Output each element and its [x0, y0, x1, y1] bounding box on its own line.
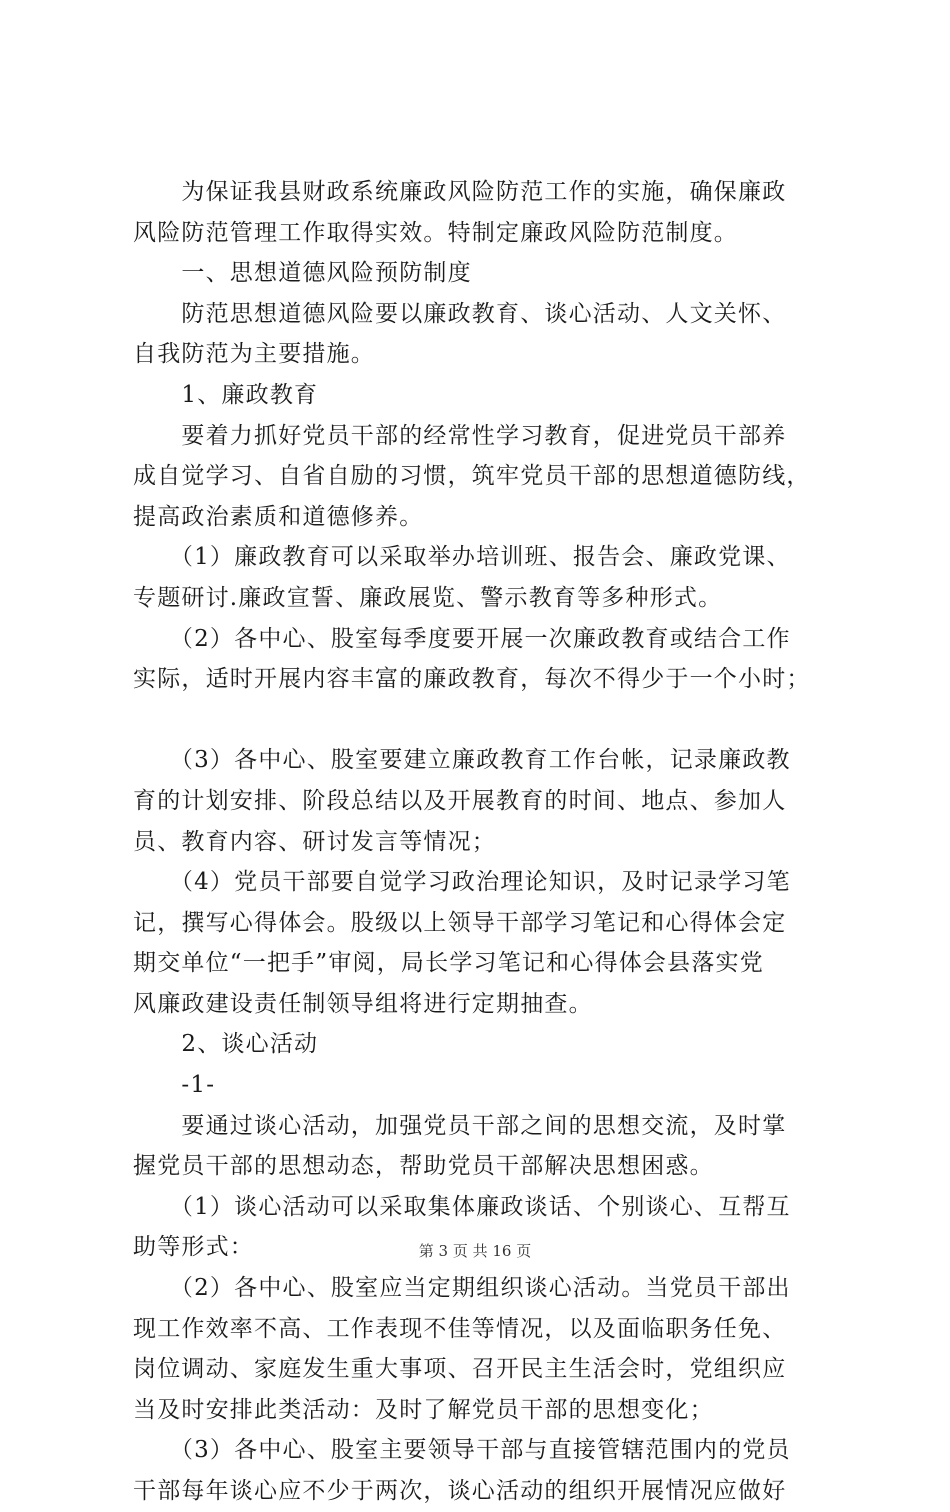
text-line: 自我防范为主要措施。 [133, 341, 375, 368]
text-line: 当及时安排此类活动：及时了解党员干部的思想变化； [133, 1396, 714, 1423]
text-line: 育的计划安排、阶段总结以及开展教育的时间、地点、参加人 [133, 787, 787, 814]
text-line: 要通过谈心活动，加强党员干部之间的思想交流，及时掌 [133, 1112, 787, 1139]
text-line: 提高政治素质和道德修养。 [133, 503, 424, 530]
text-line: （3）各中心、股室要建立廉政教育工作台帐，记录廉政教 [133, 747, 791, 774]
text-line: 助等形式： [133, 1234, 254, 1261]
text-line: 风廉政建设责任制领导组将进行定期抽查。 [133, 990, 593, 1017]
text-line: 防范思想道德风险要以廉政教育、谈心活动、人文关怀、 [133, 300, 787, 327]
text-line: （1）廉政教育可以采取举办培训班、报告会、廉政党课、 [133, 544, 791, 571]
text-line: 干部每年谈心应不少于两次，谈心活动的组织开展情况应做好 [133, 1478, 787, 1504]
text-line: （2）各中心、股室每季度要开展一次廉政教育或结合工作 [133, 625, 791, 652]
text-line: 风险防范管理工作取得实效。特制定廉政风险防范制度。 [133, 219, 738, 246]
section-heading: 一、思想道德风险预防制度 [133, 260, 472, 287]
text-line: （1）谈心活动可以采取集体廉政谈话、个别谈心、互帮互 [133, 1193, 791, 1220]
text-line: 现工作效率不高、工作表现不佳等情况，以及面临职务任免、 [133, 1315, 787, 1342]
document-body [133, 172, 833, 1512]
text-line: 员、教育内容、研讨发言等情况； [133, 828, 496, 855]
text-line: 实际，适时开展内容丰富的廉政教育，每次不得少于一个小时； [133, 666, 811, 693]
text-line: 要着力抓好党员干部的经常性学习教育，促进党员干部养 [133, 422, 787, 449]
text-line: 记，撰写心得体会。股级以上领导干部学习笔记和心得体会定 [133, 909, 787, 936]
text-line: （4）党员干部要自觉学习政治理论知识，及时记录学习笔 [133, 869, 791, 896]
blank-line [133, 700, 833, 741]
text-line: 期交单位“一把手”审阅，局长学习笔记和心得体会县落实党 [133, 950, 764, 977]
subsection-heading: 2、谈心活动 [133, 1031, 319, 1058]
subsection-heading: 1、廉政教育 [133, 381, 319, 408]
text-line: （2）各中心、股室应当定期组织谈心活动。当党员干部出 [133, 1275, 791, 1302]
page-number-footer: 第 3 页 共 16 页 [418, 1242, 532, 1260]
inline-page-marker: -1- [133, 1072, 216, 1099]
text-line: 专题研讨.廉政宣誓、廉政展览、警示教育等多种形式。 [133, 584, 723, 611]
text-line: 岗位调动、家庭发生重大事项、召开民主生活会时，党组织应 [133, 1356, 787, 1383]
text-line: （3）各中心、股室主要领导干部与直接管辖范围内的党员 [133, 1437, 791, 1464]
text-line: 成自觉学习、自省自励的习惯，筑牢党员干部的思想道德防线， [133, 463, 811, 490]
text-line: 为保证我县财政系统廉政风险防范工作的实施，确保廉政 [133, 179, 787, 205]
text-line: 握党员干部的思想动态，帮助党员干部解决思想困惑。 [133, 1153, 714, 1180]
